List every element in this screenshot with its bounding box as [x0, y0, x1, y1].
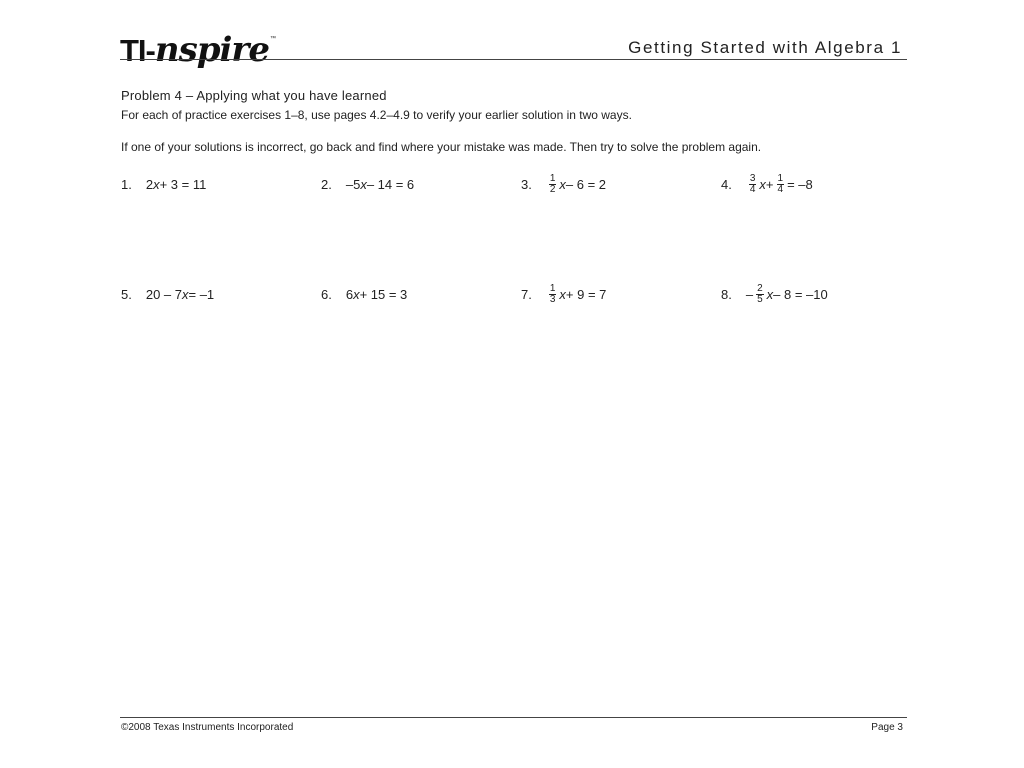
fraction-denominator: 4	[749, 183, 756, 195]
page-number: Page 3	[871, 722, 903, 733]
equation-variable: x	[559, 286, 566, 302]
equation-variable: x	[559, 176, 566, 192]
equation-variable: x	[759, 176, 766, 192]
equation-rest: – 14 = 6	[366, 176, 415, 192]
exercise-5	[121, 282, 214, 306]
exercise-3	[521, 172, 606, 196]
exercise-number: 1.	[121, 176, 132, 192]
fraction-numerator: 1	[549, 282, 556, 294]
exercise-8	[721, 282, 828, 306]
equation-rest: = –8	[787, 176, 813, 192]
exercise-equation	[746, 284, 828, 305]
fraction-numerator: 1	[549, 172, 556, 184]
exercise-equation	[546, 284, 607, 305]
exercise-equation	[546, 174, 606, 195]
equation-operator: +	[765, 176, 774, 192]
equation-sign: –	[745, 286, 754, 302]
equation-rest: – 8 = –10	[773, 286, 828, 302]
equation-rest: + 15 = 3	[359, 286, 408, 302]
equation-rest: + 9 = 7	[565, 286, 607, 302]
exercise-2	[321, 172, 414, 196]
footer-divider	[120, 717, 907, 718]
equation-variable: x	[153, 176, 160, 192]
fraction	[749, 174, 757, 195]
exercise-number: 6.	[321, 286, 332, 302]
instructions-paragraph: For each of practice exercises 1–8, use pages 4.2–4.9 to verify your earlier solution in two ways.	[121, 108, 632, 122]
equation-variable: x	[353, 286, 360, 302]
equation-rest: – 6 = 2	[565, 176, 607, 192]
copyright-notice: ©2008 Texas Instruments Incorporated	[121, 722, 294, 733]
ti-nspire-logo	[120, 30, 276, 70]
fraction-numerator: 2	[757, 282, 763, 294]
exercise-equation	[746, 174, 813, 195]
fraction-denominator: 5	[757, 293, 763, 305]
exercise-number: 4.	[721, 176, 732, 192]
equation-variable: x	[360, 176, 367, 192]
fraction	[756, 284, 764, 305]
exercise-number: 5.	[121, 286, 132, 302]
logo-ti-text: TI-	[120, 33, 155, 68]
document-title: Getting Started with Algebra 1	[628, 38, 902, 57]
exercise-equation	[146, 287, 214, 302]
equation-coefficient: –5	[345, 176, 361, 192]
fraction	[777, 174, 785, 195]
equation-rest: = –1	[188, 286, 215, 302]
exercise-number: 8.	[721, 286, 732, 302]
retry-paragraph: If one of your solutions is incorrect, go back and find where your mistake was made. Then try to solve the problem again.	[121, 140, 762, 154]
fraction-numerator: 1	[777, 172, 784, 184]
exercise-number: 7.	[521, 286, 532, 302]
problem-heading: Problem 4 – Applying what you have learned	[121, 88, 387, 103]
exercise-7	[521, 282, 606, 306]
exercise-1	[121, 172, 206, 196]
header-divider	[120, 59, 907, 60]
logo-trademark: ™	[269, 36, 276, 42]
fraction-denominator: 4	[777, 183, 784, 195]
fraction-numerator: 3	[749, 172, 756, 184]
fraction-denominator: 3	[549, 293, 556, 305]
equation-rest: + 3 = 11	[159, 176, 207, 192]
exercise-number: 2.	[321, 176, 332, 192]
exercise-number: 3.	[521, 176, 532, 192]
exercise-equation	[346, 177, 414, 192]
fraction	[549, 284, 557, 305]
logo-nspire-text: nspire	[154, 30, 269, 70]
equation-coefficient: 6	[345, 286, 354, 302]
equation-coefficient: 2	[145, 176, 154, 192]
exercise-equation	[346, 287, 407, 302]
exercise-6	[321, 282, 407, 306]
exercise-equation	[146, 177, 206, 192]
equation-coefficient: 20 – 7	[145, 286, 182, 302]
equation-variable: x	[182, 286, 189, 302]
fraction	[549, 174, 557, 195]
fraction-denominator: 2	[549, 183, 556, 195]
exercise-4	[721, 172, 813, 196]
equation-variable: x	[766, 286, 774, 302]
